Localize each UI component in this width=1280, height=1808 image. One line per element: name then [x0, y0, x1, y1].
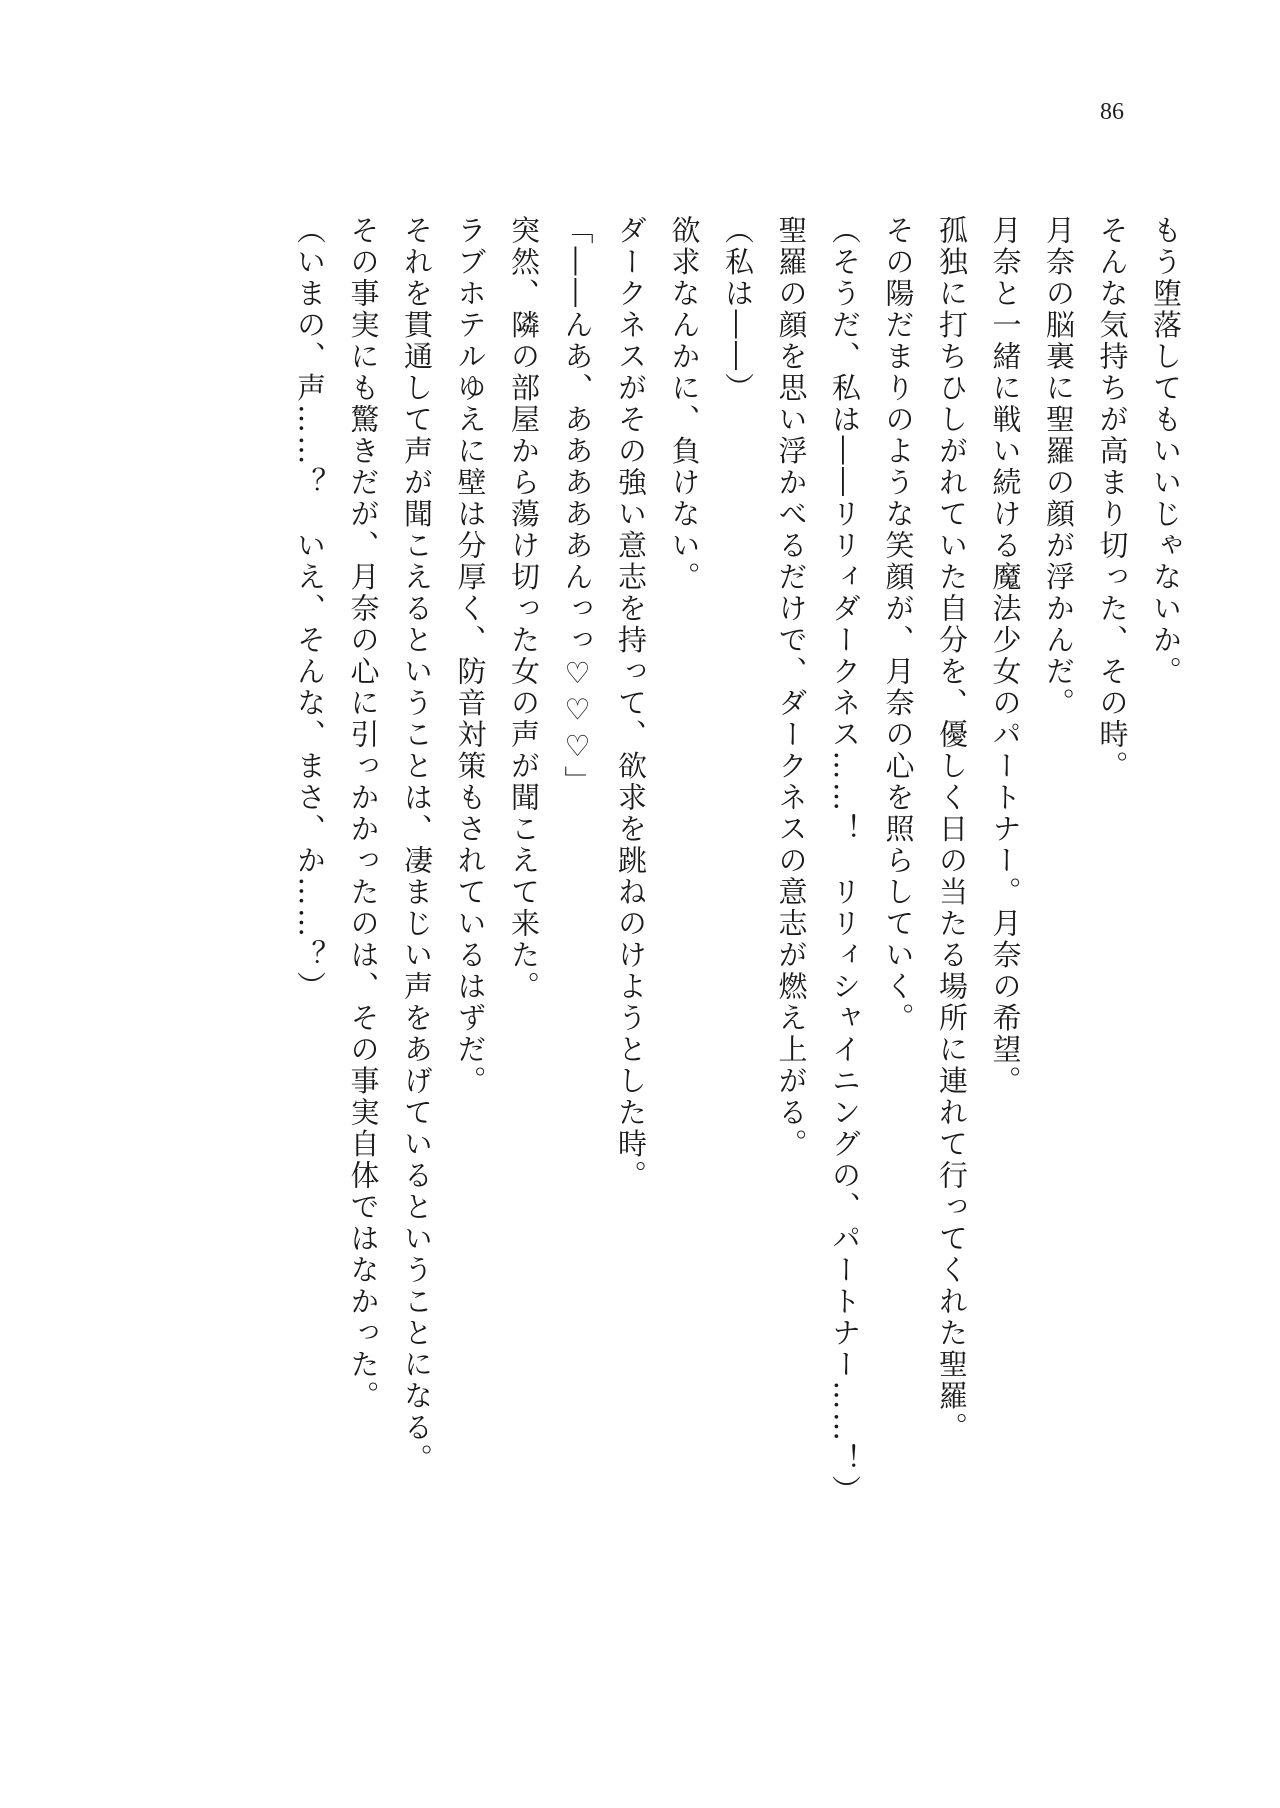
- text-line: 「――んあ、あああああんっっ♡♡♡」: [560, 215, 595, 797]
- text-line: （いまの、声……？ いえ、そんな、まさ、か……？）: [293, 215, 327, 1003]
- text-line: それを貫通して声が聞こえるということは、凄まじい声をあげているということになる。: [400, 215, 434, 1475]
- text-line: そんな気持ちが高まり切った、その時。: [1095, 215, 1130, 782]
- text-line: 月奈の脳裏に聖羅の顔が浮かんだ。: [1042, 215, 1076, 719]
- text-line: 突然、隣の部屋から蕩け切った女の声が聞こえて来た。: [507, 215, 541, 1003]
- text-line: その陽だまりのような笑顔が、月奈の心を照らしていく。: [881, 215, 916, 1034]
- text-line: （そうだ、私は――リリィダークネス……！ リリィシャイニングの、パートナー……！）: [828, 215, 862, 1507]
- text-line: 聖羅の顔を思い浮かべるだけで、ダークネスの意志が燃え上がる。: [774, 215, 809, 1160]
- page-number: 86: [1100, 99, 1124, 125]
- body-text: [82, 215, 1192, 1545]
- text-line: その事実にも驚きだが、月奈の心に引っかかったのは、その事実自体ではなかった。: [346, 215, 381, 1412]
- text-line: ラブホテルゆえに壁は分厚く、防音対策もされているはずだ。: [453, 215, 488, 1097]
- text-line: 月奈と一緒に戦い続ける魔法少女のパートナー。月奈の希望。: [988, 215, 1023, 1097]
- text-line: 欲求なんかに、負けない。: [667, 215, 702, 593]
- text-line: （私は――）: [721, 215, 755, 404]
- text-line: もう堕落してもいいじゃないか。: [1149, 215, 1183, 688]
- text-line: ダークネスがその強い意志を持って、欲求を跳ねのけようとした時。: [614, 215, 648, 1192]
- text-line: 孤独に打ちひしがれていた自分を、優しく日の当たる場所に連れて行ってくれた聖羅。: [935, 215, 969, 1444]
